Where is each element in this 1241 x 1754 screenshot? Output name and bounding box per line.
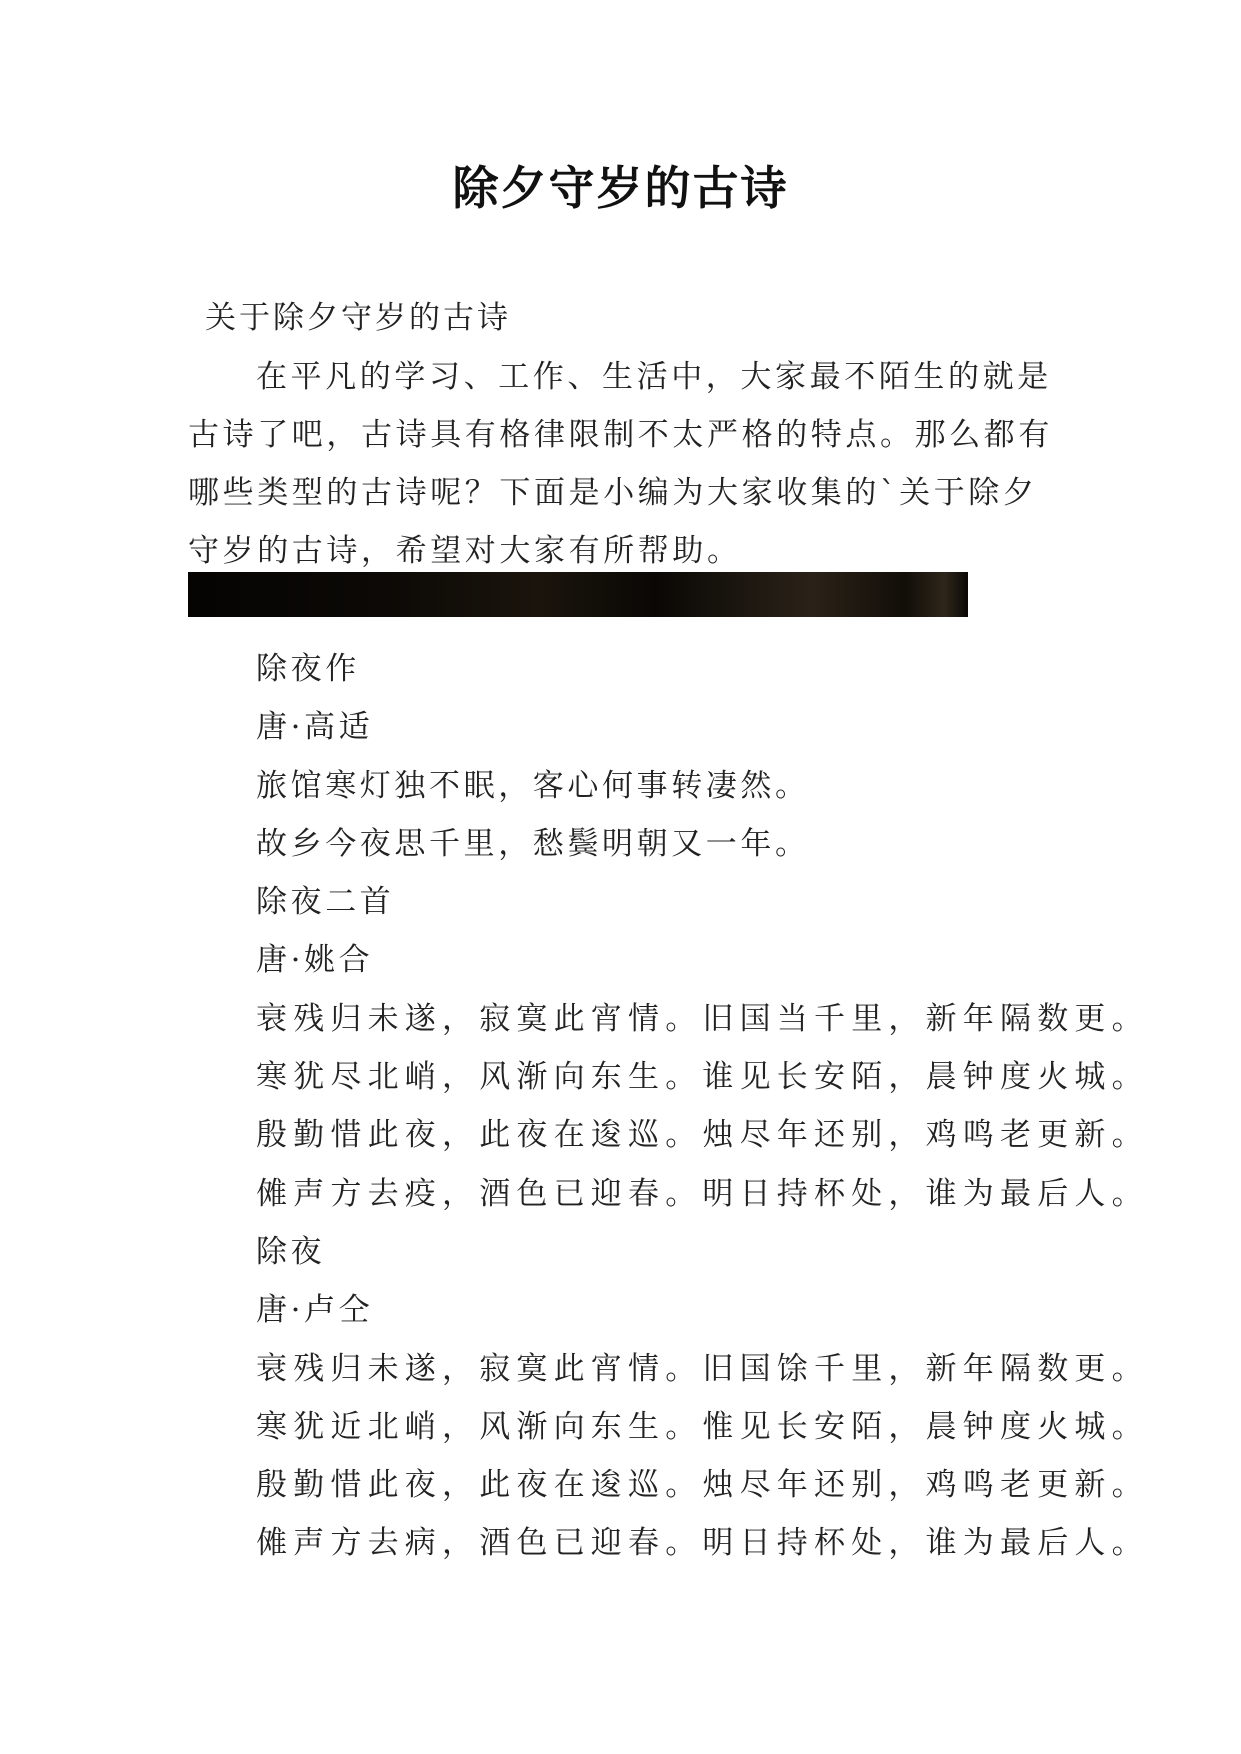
poem-title: 除夜二首	[256, 884, 395, 921]
poem-author: 唐·高适	[256, 709, 374, 746]
poem-verse: 傩声方去疫，酒色已迎春。明日持杯处，谁为最后人。	[256, 1175, 1149, 1212]
document-subtitle: 关于除夕守岁的古诗	[205, 300, 511, 336]
poem-verse: 寒犹近北峭，风渐向东生。惟见长安陌，晨钟度火城。	[256, 1408, 1149, 1445]
poem-verse: 傩声方去病，酒色已迎春。明日持杯处，谁为最后人。	[256, 1525, 1149, 1562]
document-title: 除夕守岁的古诗	[452, 161, 789, 215]
poem-verse: 殷勤惜此夜，此夜在逡巡。烛尽年还别，鸡鸣老更新。	[256, 1467, 1149, 1504]
poem-verse: 寒犹尽北峭，风渐向东生。谁见长安陌，晨钟度火城。	[256, 1059, 1149, 1096]
poem-verse: 殷勤惜此夜，此夜在逡巡。烛尽年还别，鸡鸣老更新。	[256, 1117, 1149, 1154]
poem-verse: 故乡今夜思千里，愁鬓明朝又一年。	[256, 825, 810, 862]
poem-author: 唐·卢仝	[256, 1292, 374, 1329]
poem-title: 除夜	[256, 1233, 326, 1270]
intro-paragraph: 在平凡的学习、工作、生活中，大家最不陌生的就是古诗了吧，古诗具有格律限制不太严格的特点。那么都有哪些类型的古诗呢？下面是小编为大家收集的`关于除夕守岁的古诗，希望对大家有所帮助。	[188, 359, 1053, 569]
poem-lines	[256, 640, 1156, 1573]
poem-title: 除夜作	[256, 651, 360, 687]
poem-verse: 衰残归未遂，寂寞此宵情。旧国馀千里，新年隔数更。	[256, 1350, 1149, 1387]
poem-author: 唐·姚合	[256, 942, 374, 979]
poem-verse: 旅馆寒灯独不眠，客心何事转凄然。	[256, 767, 810, 804]
banner-image	[188, 572, 968, 617]
poem-verse: 衰残归未遂，寂寞此宵情。旧国当千里，新年隔数更。	[256, 1000, 1149, 1037]
